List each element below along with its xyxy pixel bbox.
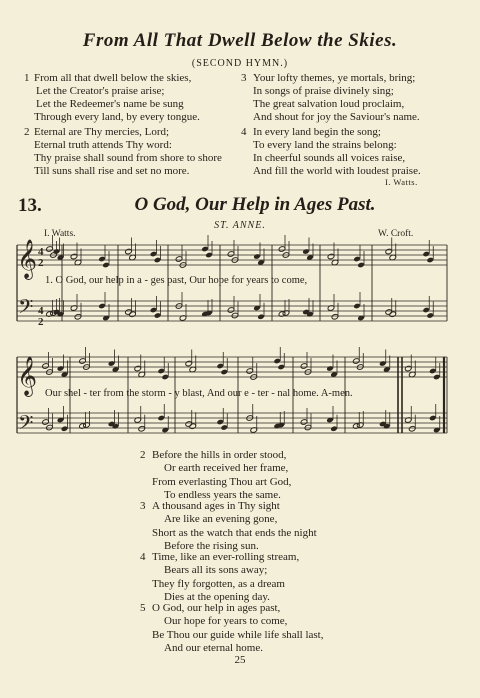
treble-clef-icon: 𝄞: [17, 356, 38, 396]
verse-line: Thy praise shall sound from shore to shore: [34, 152, 222, 164]
hymn-title-o-god: O God, Our Help in Ages Past.: [134, 194, 376, 215]
hymn-number: 13.: [18, 195, 42, 216]
verse-4-13: [140, 551, 440, 604]
verse-line: And shout for joy the Saviour's name.: [253, 111, 420, 123]
time-signature: 4: [38, 246, 44, 258]
verse-line: Let the Creator's praise arise;: [36, 85, 165, 97]
verse-line: In every land begin the song;: [253, 126, 381, 138]
verse-line: And fill the world with loudest praise.: [253, 165, 421, 177]
hymn-subtitle: (SECOND HYMN.): [191, 58, 289, 69]
verse-number: 1: [24, 72, 30, 84]
verse-line: From all that dwell below the skies,: [34, 72, 192, 84]
hymn-title-from-all-that-dwell: From All That Dwell Below the Skies.: [82, 30, 398, 51]
lyric-line-2: Our shel - ter from the storm - y blast, And our e - ter - nal home. A-men.: [45, 388, 353, 399]
verse-line: In cheerful sounds all voices raise,: [253, 152, 406, 164]
verse-3-13: [140, 500, 440, 553]
verse-line: Short as the watch that ends the night: [152, 526, 317, 539]
verse-number: 3: [241, 72, 247, 84]
verse-line: To endless years the same.: [164, 488, 281, 501]
verse-number: 3: [140, 500, 146, 512]
time-signature: 4: [38, 305, 44, 317]
words-author: I. Watts.: [44, 229, 76, 239]
verse-line: Or earth received her frame,: [164, 462, 289, 475]
verse-line: Are like an evening gone,: [164, 513, 278, 526]
verse-2-13: [140, 449, 440, 502]
verse-5-13: [140, 602, 440, 655]
tune-name: ST. ANNE.: [214, 220, 266, 231]
verse-line: They fly forgotten, as a dream: [152, 577, 285, 590]
verse-number: 5: [140, 602, 146, 614]
verse-line: Time, like an ever-rolling stream,: [152, 551, 300, 563]
verse-line: A thousand ages in Thy sight: [152, 500, 280, 512]
verse-line: Before the hills in order stood,: [152, 449, 287, 461]
verse-line: Eternal are Thy mercies, Lord;: [34, 126, 170, 138]
verse-line: To every land the strains belong:: [253, 139, 397, 151]
verse-line: Through every land, by every tongue.: [34, 111, 200, 123]
verse-number: 4: [140, 551, 146, 563]
verse-line: In songs of praise divinely sing;: [253, 85, 394, 97]
verse-line: O God, our help in ages past,: [152, 602, 281, 614]
verse-number: 4: [241, 126, 247, 138]
music-composer: W. Croft.: [378, 229, 414, 239]
verse-line: Before the rising sun.: [164, 539, 259, 552]
verse-line: Dies at the opening day.: [164, 590, 270, 603]
time-signature: 2: [38, 257, 44, 269]
time-signature: 2: [38, 316, 44, 328]
verse-line: Let the Redeemer's name be sung: [36, 98, 184, 110]
verse-line: Eternal truth attends Thy word:: [34, 139, 172, 151]
verse-line: Our hope for years to come,: [164, 615, 288, 628]
bass-clef-icon: 𝄢: [18, 411, 34, 439]
lyric-line-1: 1. O God, our help in a - ges past, Our hope for years to come,: [45, 275, 308, 286]
verse-line: From everlasting Thou art God,: [152, 475, 292, 488]
page-number: 25: [234, 654, 246, 666]
verse-line: The great salvation loud proclaim,: [253, 98, 405, 110]
verse-line: Be Thou our guide while life shall last,: [152, 628, 324, 641]
bass-clef-icon: 𝄢: [18, 295, 34, 323]
attribution: I. Watts.: [385, 177, 418, 187]
verse-number: 2: [24, 126, 30, 138]
verse-line: Bears all its sons away;: [164, 564, 268, 577]
verse-line: Your lofty themes, ye mortals, bring;: [253, 72, 416, 84]
verse-line: Till suns shall rise and set no more.: [34, 165, 190, 177]
treble-clef-icon: 𝄞: [17, 239, 38, 279]
verse-number: 2: [140, 449, 146, 461]
verse-line: And our eternal home.: [164, 641, 263, 654]
